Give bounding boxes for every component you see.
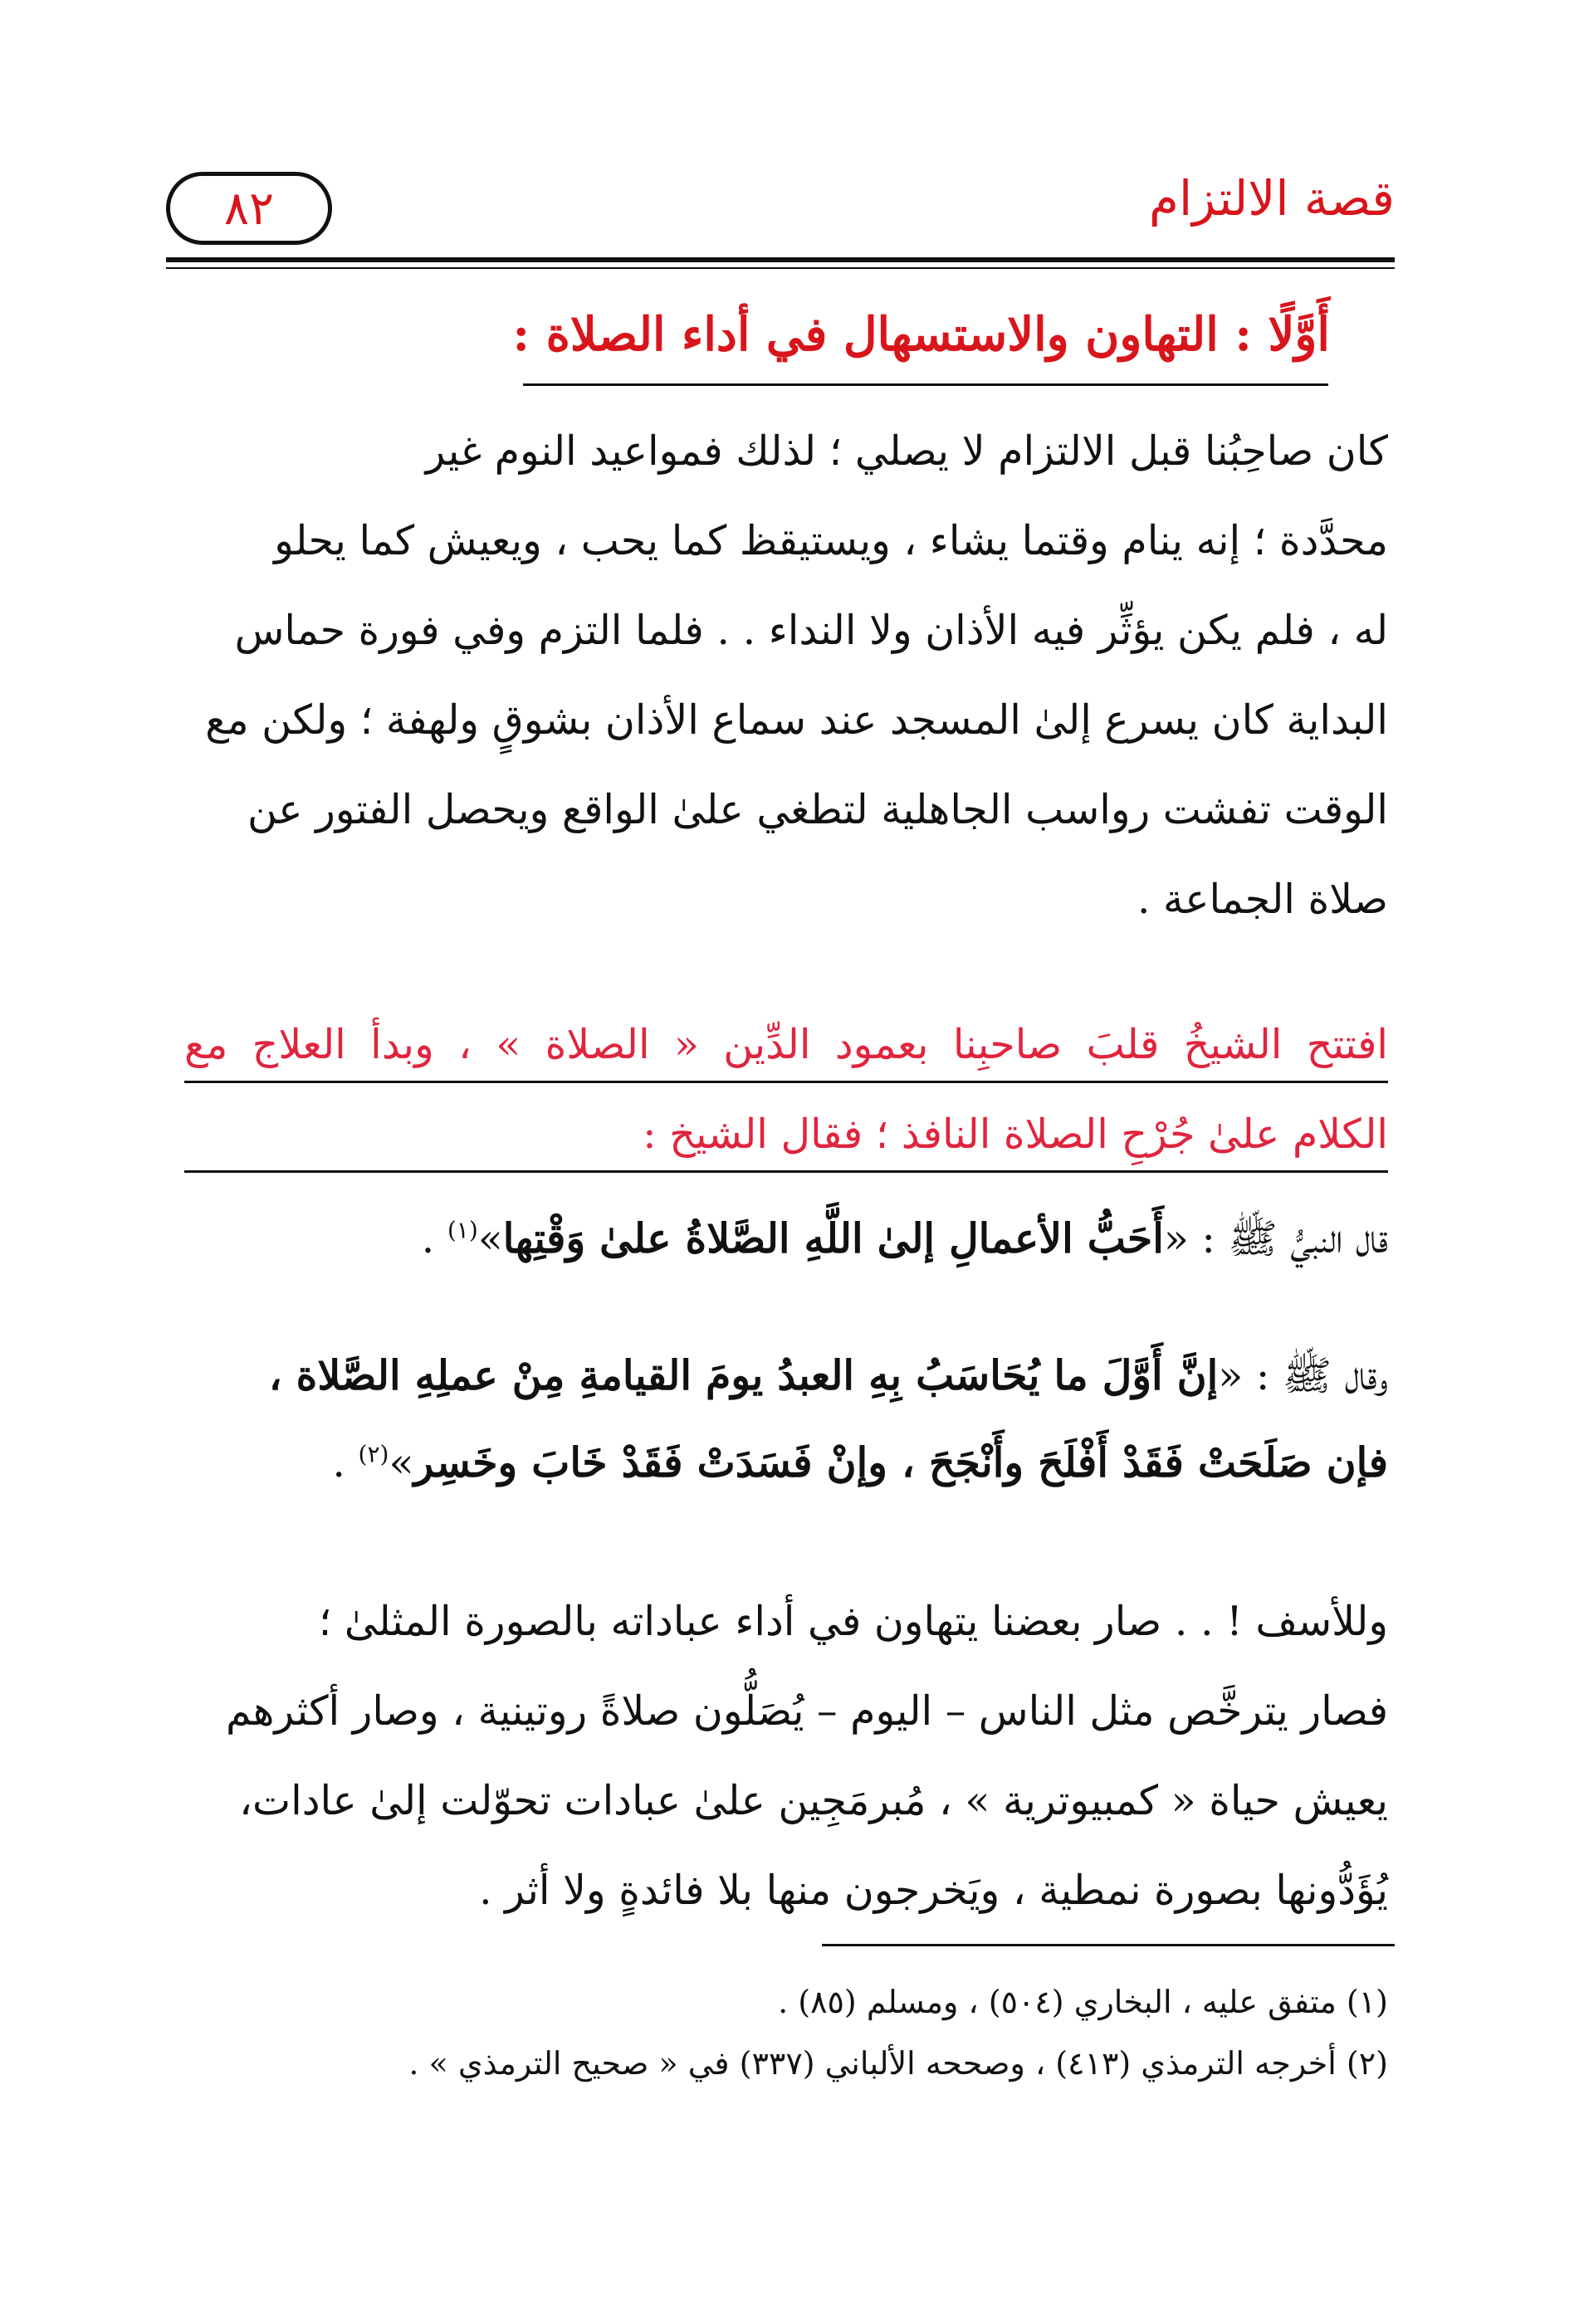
hadith-intro: وقال ﷺ : « [1218, 1352, 1388, 1399]
highlighted-line: الكلام علىٰ جُرْحِ الصلاة النافذ ؛ فقال الشيخ : [184, 1090, 1388, 1179]
hadith-close: » [477, 1215, 503, 1262]
text-line: وللأسف ! . . صار بعضنا يتهاون في أداء عباداته بالصورة المثلىٰ ؛ [318, 1598, 1388, 1645]
paragraph-intro [184, 407, 1388, 945]
paragraph-regret [184, 1577, 1388, 1936]
hadith-quote [184, 1332, 1388, 1506]
header-rule-thin [166, 267, 1395, 269]
highlighted-line: افتتح الشيخُ قلبَ صاحبِنا بعمود الدِّين « الصلاة » ، وبدأ العلاج مع [184, 1000, 1388, 1090]
footnote: (١) متفق عليه ، البخاري (٥٠٤) ، ومسلم (٨٥) . [778, 1984, 1388, 2020]
running-header [166, 154, 1395, 261]
text-line: محدَّدة ؛ إنه ينام وقتما يشاء ، ويستيقظ كما يحب ، ويعيش كما يحلو [274, 517, 1388, 564]
hadith-text: فإن صَلَحَتْ فَقَدْ أَفْلَحَ وأَنْجَحَ ، وإنْ فَسَدَتْ فَقَدْ خَابَ وخَسِر [413, 1438, 1388, 1487]
text-line: يعيش حياة « كمبيوترية » ، مُبرمَجِين علىٰ عبادات تحوّلت إلىٰ عادات، [239, 1777, 1388, 1824]
hadith-text: أَحَبُّ الأعمالِ إلىٰ اللَّهِ الصَّلاةُ علىٰ وَقْتِها [502, 1214, 1164, 1262]
page-number: ٨٢ [166, 172, 332, 245]
text-line: فصار يترخَّص مثل الناس – اليوم – يُصَلُّون صلاةً روتينية ، وصار أكثرهم [225, 1687, 1388, 1735]
footnote-separator [822, 1944, 1395, 1946]
footnote: (٢) أخرجه الترمذي (٤١٣) ، وصححه الألباني (٣٣٧) في « صحيح الترمذي » . [408, 2045, 1388, 2082]
text-line: صلاة الجماعة . [1137, 876, 1388, 923]
footnote-reference: (٢) [358, 1440, 389, 1468]
footnote-reference: (١) [447, 1216, 478, 1244]
hadith-end: . [421, 1215, 447, 1262]
highlighted-transition [184, 1000, 1388, 1179]
hadith-close: » [389, 1439, 414, 1487]
hadith-quote [184, 1195, 1388, 1282]
section-heading: أَوَّلًا : التهاون والاستسهال في أداء الصلاة : [512, 307, 1330, 362]
hadith-intro: قال النبيُّ ﷺ : « [1163, 1215, 1388, 1262]
hadith-text: إنَّ أَوَّلَ ما يُحَاسَبُ بِهِ العبدُ يومَ القيامةِ مِنْ عملِهِ الصَّلاة ، [268, 1351, 1219, 1399]
header-rule-thick [166, 257, 1395, 262]
text-line: الوقت تفشت رواسب الجاهلية لتطغي علىٰ الواقع ويحصل الفتور عن [247, 786, 1388, 833]
text-line: له ، فلم يكن يؤثِّر فيه الأذان ولا النداء . . فلما التزم وفي فورة حماس [234, 607, 1388, 654]
hadith-end: . [332, 1439, 359, 1487]
text-line: البداية كان يسرع إلىٰ المسجد عند سماع الأذان بشوقٍ ولهفة ؛ ولكن مع [205, 696, 1388, 744]
section-heading-underline [523, 383, 1328, 386]
footnotes [184, 1971, 1388, 2094]
book-title: قصة الالتزام [1149, 170, 1395, 227]
text-line: يُؤَدُّونها بصورة نمطية ، ويَخرجون منها بلا فائدةٍ ولا أثر . [479, 1867, 1388, 1914]
text-line: كان صاحِبُنا قبل الالتزام لا يصلي ؛ لذلك فمواعيد النوم غير [425, 427, 1388, 475]
